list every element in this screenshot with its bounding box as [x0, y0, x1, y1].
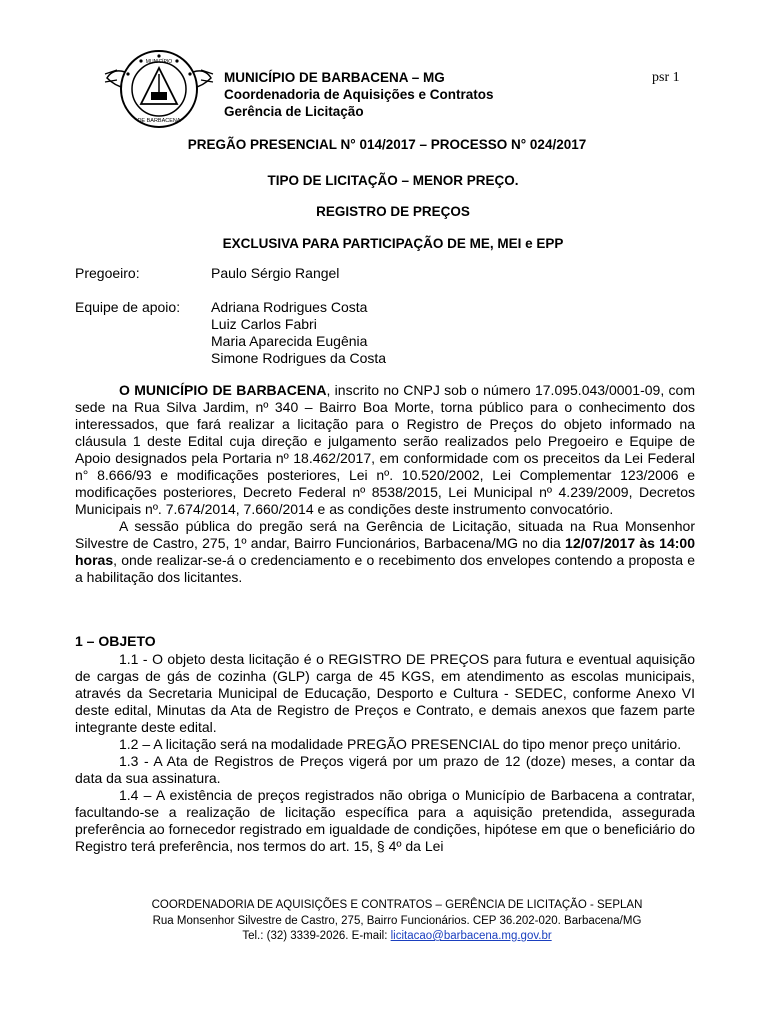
footer-email-link[interactable]: licitacao@barbacena.mg.gov.br — [390, 930, 552, 942]
letterhead-division: Gerência de Licitação — [224, 104, 364, 119]
support-team-list — [211, 299, 386, 367]
section-objeto-body — [75, 651, 695, 855]
footer-contact — [12, 928, 770, 944]
footer-address: Rua Monsenhor Silvestre de Castro, 275, Bairro Funcionários. CEP 36.202-020. Barbacena/MG — [152, 915, 642, 927]
support-team-member: Maria Aparecida Eugênia — [211, 333, 368, 349]
support-team-member: Adriana Rodrigues Costa — [211, 299, 368, 315]
section-heading-objeto: 1 – OBJETO — [75, 633, 156, 649]
process-title: PREGÃO PRESENCIAL N° 014/2017 – PROCESSO N° 024/2017 — [187, 137, 587, 152]
session-paragraph — [75, 518, 695, 586]
session-text-end: , onde realizar-se-á o credenciamento e o recebimento dos envelopes contendo a proposta e a habilitação dos licitantes. — [75, 552, 695, 585]
price-registry-title: REGISTRO DE PREÇOS — [316, 204, 470, 219]
session-date-time: 12/07/2017 às 14:00 horas — [75, 535, 695, 568]
clause-item: 1.2 – A licitação será na modalidade PREGÃO PRESENCIAL do tipo menor preço unitário. — [119, 736, 682, 752]
seal-ring-text-bottom: DE BARBACENA — [137, 118, 181, 124]
intro-bold-entity: O MUNICÍPIO DE BARBACENA — [119, 382, 327, 398]
support-team-member: Simone Rodrigues da Costa — [211, 350, 387, 366]
intro-section — [75, 382, 695, 586]
page-marker: psr 1 — [652, 70, 680, 85]
municipal-seal-icon — [103, 48, 215, 130]
support-team-label: Equipe de apoio: — [75, 299, 181, 315]
bid-type-title: TIPO DE LICITAÇÃO – MENOR PREÇO. — [267, 173, 519, 188]
letterhead-municipality: MUNICÍPIO DE BARBACENA – MG — [224, 70, 445, 85]
intro-text: , inscrito no CNPJ sob o número 17.095.043/0001-09, com sede na Rua Silva Jardim, nº 340 – Bairro Boa Morte, torna público para o conhecimento dos interessados, que fará realizar a licitação para o Registro de Preços do objeto informado na cláusula 1 deste Edital cuja direção e julgamento serão realizados pelo Pregoeiro e Equipe de Apoio designados pela Portaria nº 18.462/2017, em conformidade com os preceitos da Lei Federal n° 8.666/93 e modificações posteriores, Lei nº. 10.520/2002, Lei Complementar 123/2006 e modificações posteriores, Decreto Federal nº 8538/2015, Lei Municipal nº 4.239/2009, Decretos Municipais nº. 7.674/2014, 7.660/2014 e as condições deste instrumento convocatório. — [75, 382, 695, 517]
intro-paragraph — [75, 382, 695, 518]
letterhead — [224, 69, 494, 120]
footer-phone: Tel.: (32) 3339-2026. E-mail: — [242, 930, 391, 942]
pregoeiro-name: Paulo Sérgio Rangel — [211, 265, 340, 281]
support-team-member: Luiz Carlos Fabri — [211, 316, 317, 332]
clause-item: 1.1 - O objeto desta licitação é o REGISTRO DE PREÇOS para futura e eventual aquisição de cargas de gás de cozinha (GLP) carga de 45 KGS, em atendimento as escolas municipais, através da Secretaria Municipal de Educação, Desporto e Cultura - SEDEC, conforme Anexo VI deste edital, Minutas da Ata de Registro de Preços e Contrato, e demais anexos que fazem parte integrante deste edital. — [75, 651, 695, 735]
footer-department: COORDENADORIA DE AQUISIÇÕES E CONTRATOS – GERÊNCIA DE LICITAÇÃO - SEPLAN — [151, 899, 643, 911]
session-text-start: A sessão pública do pregão será na Gerência de Licitação, situada na Rua Monsenhor Silvestre de Castro, 275, 1º andar, Bairro Funcionários, Barbacena/MG no dia — [75, 518, 695, 551]
exclusive-participation-title: EXCLUSIVA PARA PARTICIPAÇÃO DE ME, MEI e EPP — [222, 236, 564, 251]
clause-item: 1.4 – A existência de preços registrados não obriga o Município de Barbacena a contratar, facultando-se a realização de licitação específica para a aquisição pretendida, assegurada preferência ao fornecedor registrado em igualdade de condições, hipótese em que o beneficiário do Registro terá preferência, nos termos do art. 15, § 4º da Lei — [75, 787, 695, 854]
letterhead-department: Coordenadoria de Aquisições e Contratos — [224, 87, 494, 102]
pregoeiro-label: Pregoeiro: — [75, 265, 140, 281]
seal-ring-text-top: MUNICÍPIO — [145, 59, 173, 65]
clause-item: 1.3 - A Ata de Registros de Preços vigerá por um prazo de 12 (doze) meses, a contar da data da sua assinatura. — [75, 753, 695, 786]
